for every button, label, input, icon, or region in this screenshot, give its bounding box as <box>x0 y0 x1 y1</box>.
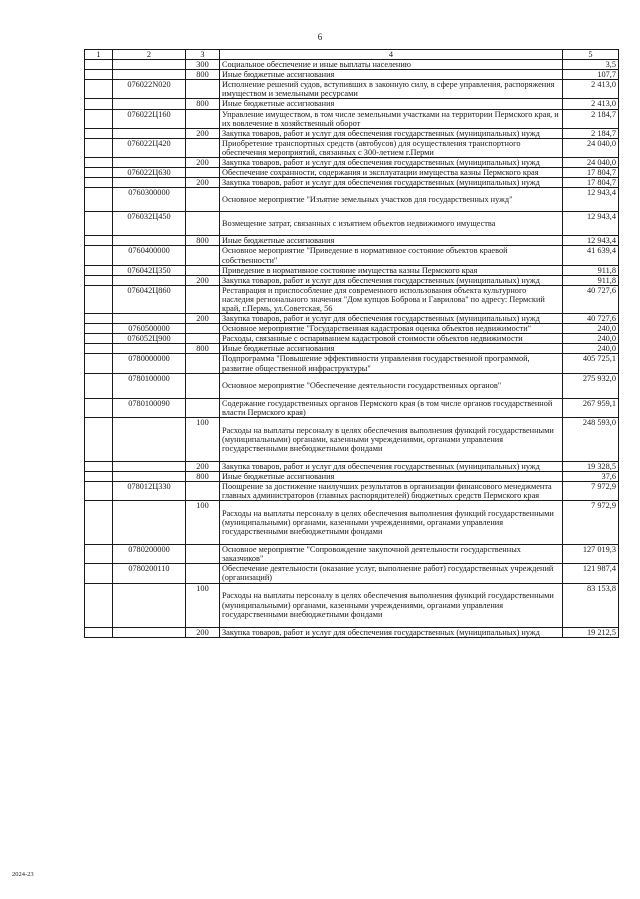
table-row <box>85 627 619 637</box>
cell-expense-type <box>186 324 220 334</box>
cell-expense-type <box>186 109 220 128</box>
cell-expense-type: 200 <box>186 314 220 324</box>
cell-section <box>85 627 113 637</box>
cell-amount: 83 153,8 <box>563 583 619 627</box>
cell-target-code: 078012Ц330 <box>113 482 186 501</box>
cell-section <box>85 461 113 471</box>
cell-section <box>85 99 113 109</box>
cell-amount: 248 593,0 <box>563 417 619 461</box>
cell-expense-type: 200 <box>186 627 220 637</box>
cell-description: Поощрение за достижение наилучших результатов в организации финансового менеджмента главных администраторов (главных распорядителей) бюджетных средств Пермского края <box>220 482 563 501</box>
cell-amount: 40 727,6 <box>563 314 619 324</box>
cell-section <box>85 80 113 99</box>
cell-section <box>85 545 113 564</box>
cell-target-code <box>113 314 186 324</box>
cell-target-code: 0780200000 <box>113 545 186 564</box>
cell-section <box>85 212 113 236</box>
cell-expense-type <box>186 564 220 583</box>
cell-target-code <box>113 417 186 461</box>
header-row <box>85 50 619 60</box>
cell-target-code: 076032Ц450 <box>113 212 186 236</box>
cell-description: Подпрограмма "Повышение эффективности управления государственной программой, развитие общественной инфраструктуры" <box>220 354 563 373</box>
cell-section <box>85 168 113 178</box>
header-col-1: 1 <box>85 50 113 60</box>
table-row <box>85 188 619 212</box>
cell-description: Обеспечение сохранности, содержания и эксплуатации имущества казны Пермского края <box>220 168 563 178</box>
cell-description: Основное мероприятие "Государственная кадастровая оценка объектов недвижимости" <box>220 324 563 334</box>
cell-section <box>85 398 113 417</box>
cell-description: Исполнение решений судов, вступивших в законную силу, в сфере управления, распоряжения имуществом и земельными ресурсами <box>220 80 563 99</box>
cell-description: Расходы на выплаты персоналу в целях обеспечения выполнения функций государственными (муниципальными) органами, казенными учреждениями, органами управления государственными внебюджетными фондами <box>220 583 563 627</box>
cell-target-code <box>113 344 186 354</box>
table-row <box>85 344 619 354</box>
cell-amount: 911,8 <box>563 275 619 285</box>
table-row <box>85 373 619 398</box>
table-row <box>85 334 619 344</box>
cell-description: Закупка товаров, работ и услуг для обеспечения государственных (муниципальных) нужд <box>220 275 563 285</box>
table-row <box>85 138 619 157</box>
table-row <box>85 285 619 313</box>
cell-amount: 267 959,1 <box>563 398 619 417</box>
cell-target-code <box>113 158 186 168</box>
table-row <box>85 482 619 501</box>
cell-section <box>85 334 113 344</box>
cell-section <box>85 482 113 501</box>
cell-description: Основное мероприятие "Изъятие земельных участков для государственных нужд" <box>220 188 563 212</box>
cell-description: Реставрация и приспособление для современного использования объекта культурного наследия регионального значения "Дом купцов Боброва и Гаврилова" по адресу: Пермский край, г.Пермь, ул.Советская, 56 <box>220 285 563 313</box>
header-col-4: 4 <box>220 50 563 60</box>
header-col-5: 5 <box>563 50 619 60</box>
cell-expense-type: 100 <box>186 501 220 545</box>
cell-description: Управление имуществом, в том числе земельными участками на территории Пермского края, и их вовлечение в хозяйственный оборот <box>220 109 563 128</box>
cell-expense-type: 100 <box>186 583 220 627</box>
table-row <box>85 80 619 99</box>
cell-amount: 19 328,5 <box>563 461 619 471</box>
cell-section <box>85 70 113 80</box>
cell-expense-type: 200 <box>186 178 220 188</box>
cell-section <box>85 236 113 246</box>
cell-expense-type <box>186 246 220 265</box>
table-row <box>85 128 619 138</box>
table-row <box>85 314 619 324</box>
cell-amount: 240,0 <box>563 334 619 344</box>
cell-expense-type <box>186 545 220 564</box>
cell-expense-type <box>186 80 220 99</box>
cell-target-code: 0760300000 <box>113 188 186 212</box>
cell-target-code <box>113 501 186 545</box>
cell-amount: 17 804,7 <box>563 168 619 178</box>
cell-amount: 240,0 <box>563 324 619 334</box>
table-row <box>85 461 619 471</box>
cell-expense-type: 800 <box>186 471 220 481</box>
cell-target-code: 076052Ц900 <box>113 334 186 344</box>
cell-target-code: 0780000000 <box>113 354 186 373</box>
cell-amount: 2 184,7 <box>563 109 619 128</box>
table-row <box>85 324 619 334</box>
cell-amount: 121 987,4 <box>563 564 619 583</box>
header-col-2: 2 <box>113 50 186 60</box>
table-row <box>85 501 619 545</box>
table-row <box>85 109 619 128</box>
cell-expense-type: 200 <box>186 158 220 168</box>
cell-description: Возмещение затрат, связанных с изъятием объектов недвижимого имущества <box>220 212 563 236</box>
cell-amount: 24 040,0 <box>563 158 619 168</box>
cell-section <box>85 373 113 398</box>
cell-expense-type: 300 <box>186 60 220 70</box>
cell-expense-type <box>186 373 220 398</box>
cell-amount: 2 413,0 <box>563 80 619 99</box>
cell-expense-type: 800 <box>186 70 220 80</box>
cell-target-code: 076042Ц350 <box>113 265 186 275</box>
table-row <box>85 60 619 70</box>
cell-section <box>85 417 113 461</box>
footer-text: 2024-23 <box>12 871 34 878</box>
table-row <box>85 212 619 236</box>
cell-section <box>85 178 113 188</box>
header-col-3: 3 <box>186 50 220 60</box>
cell-description: Иные бюджетные ассигнования <box>220 344 563 354</box>
cell-expense-type <box>186 138 220 157</box>
cell-expense-type <box>186 285 220 313</box>
cell-section <box>85 501 113 545</box>
cell-section <box>85 109 113 128</box>
table-row <box>85 265 619 275</box>
table-row <box>85 236 619 246</box>
cell-amount: 240,0 <box>563 344 619 354</box>
table-row <box>85 178 619 188</box>
cell-section <box>85 354 113 373</box>
budget-table <box>84 49 619 638</box>
cell-description: Расходы на выплаты персоналу в целях обеспечения выполнения функций государственными (муниципальными) органами, казенными учреждениями, органами управления государственными внебюджетными фондами <box>220 501 563 545</box>
table-body <box>85 60 619 638</box>
cell-description: Иные бюджетные ассигнования <box>220 70 563 80</box>
cell-section <box>85 188 113 212</box>
cell-section <box>85 583 113 627</box>
table-row <box>85 275 619 285</box>
table-row <box>85 168 619 178</box>
cell-amount: 41 639,4 <box>563 246 619 265</box>
cell-target-code: 0760400000 <box>113 246 186 265</box>
cell-target-code <box>113 236 186 246</box>
cell-section <box>85 471 113 481</box>
cell-section <box>85 324 113 334</box>
cell-target-code: 076022N020 <box>113 80 186 99</box>
cell-section <box>85 246 113 265</box>
table-row <box>85 471 619 481</box>
cell-target-code: 0780100000 <box>113 373 186 398</box>
cell-amount: 7 972,9 <box>563 482 619 501</box>
cell-expense-type <box>186 188 220 212</box>
cell-description: Закупка товаров, работ и услуг для обеспечения государственных (муниципальных) нужд <box>220 178 563 188</box>
table-row <box>85 99 619 109</box>
cell-section <box>85 275 113 285</box>
table-row <box>85 545 619 564</box>
cell-expense-type <box>186 482 220 501</box>
cell-section <box>85 265 113 275</box>
cell-target-code <box>113 60 186 70</box>
cell-expense-type: 200 <box>186 461 220 471</box>
cell-description: Закупка товаров, работ и услуг для обеспечения государственных (муниципальных) нужд <box>220 627 563 637</box>
cell-description: Закупка товаров, работ и услуг для обеспечения государственных (муниципальных) нужд <box>220 461 563 471</box>
cell-description: Обеспечение деятельности (оказание услуг, выполнение работ) государственных учреждений (организаций) <box>220 564 563 583</box>
page-number: 6 <box>317 32 323 42</box>
table-row <box>85 354 619 373</box>
cell-description: Основное мероприятие "Сопровождение закупочной деятельности государственных заказчиков" <box>220 545 563 564</box>
cell-section <box>85 158 113 168</box>
cell-description: Иные бюджетные ассигнования <box>220 236 563 246</box>
cell-amount: 17 804,7 <box>563 178 619 188</box>
cell-amount: 127 019,3 <box>563 545 619 564</box>
table-row <box>85 417 619 461</box>
cell-amount: 275 932,0 <box>563 373 619 398</box>
cell-target-code <box>113 471 186 481</box>
cell-amount: 405 725,1 <box>563 354 619 373</box>
cell-expense-type <box>186 168 220 178</box>
cell-target-code: 076022Ц160 <box>113 109 186 128</box>
cell-expense-type: 800 <box>186 344 220 354</box>
table-row <box>85 564 619 583</box>
cell-description: Основное мероприятие "Приведение в нормативное состояние объектов краевой собственности" <box>220 246 563 265</box>
cell-description: Закупка товаров, работ и услуг для обеспечения государственных (муниципальных) нужд <box>220 128 563 138</box>
cell-target-code: 076022Ц630 <box>113 168 186 178</box>
cell-target-code <box>113 128 186 138</box>
cell-target-code <box>113 627 186 637</box>
cell-amount: 2 413,0 <box>563 99 619 109</box>
cell-section <box>85 344 113 354</box>
cell-description: Иные бюджетные ассигнования <box>220 471 563 481</box>
cell-description: Иные бюджетные ассигнования <box>220 99 563 109</box>
cell-amount: 107,7 <box>563 70 619 80</box>
cell-expense-type: 800 <box>186 99 220 109</box>
cell-expense-type: 100 <box>186 417 220 461</box>
cell-amount: 12 943,4 <box>563 188 619 212</box>
cell-amount: 3,5 <box>563 60 619 70</box>
cell-expense-type <box>186 398 220 417</box>
cell-expense-type <box>186 265 220 275</box>
cell-amount: 911,8 <box>563 265 619 275</box>
cell-amount: 7 972,9 <box>563 501 619 545</box>
cell-target-code <box>113 99 186 109</box>
cell-target-code: 0760500000 <box>113 324 186 334</box>
cell-section <box>85 564 113 583</box>
cell-target-code <box>113 275 186 285</box>
cell-target-code <box>113 461 186 471</box>
cell-section <box>85 128 113 138</box>
cell-section <box>85 285 113 313</box>
cell-description: Приведение в нормативное состояние имущества казны Пермского края <box>220 265 563 275</box>
cell-amount: 2 184,7 <box>563 128 619 138</box>
cell-expense-type <box>186 334 220 344</box>
cell-section <box>85 314 113 324</box>
cell-amount: 19 212,5 <box>563 627 619 637</box>
cell-expense-type: 800 <box>186 236 220 246</box>
cell-target-code: 076042Ц860 <box>113 285 186 313</box>
cell-target-code: 0780100090 <box>113 398 186 417</box>
cell-description: Закупка товаров, работ и услуг для обеспечения государственных (муниципальных) нужд <box>220 314 563 324</box>
cell-section <box>85 138 113 157</box>
cell-description: Расходы, связанные с оспариванием кадастровой стоимости объектов недвижимости <box>220 334 563 344</box>
table-row <box>85 158 619 168</box>
cell-section <box>85 60 113 70</box>
cell-expense-type <box>186 212 220 236</box>
cell-target-code <box>113 178 186 188</box>
cell-description: Приобретение транспортных средств (автобусов) для осуществления транспортного обеспечения мероприятий, связанных с 300-летием г.Перми <box>220 138 563 157</box>
cell-description: Социальное обеспечение и иные выплаты населению <box>220 60 563 70</box>
cell-amount: 24 040,0 <box>563 138 619 157</box>
cell-description: Закупка товаров, работ и услуг для обеспечения государственных (муниципальных) нужд <box>220 158 563 168</box>
cell-amount: 12 943,4 <box>563 212 619 236</box>
cell-expense-type: 200 <box>186 128 220 138</box>
table-row <box>85 583 619 627</box>
table-row <box>85 246 619 265</box>
cell-description: Содержание государственных органов Пермского края (в том числе органов государственной власти Пермского края) <box>220 398 563 417</box>
table-row <box>85 70 619 80</box>
cell-target-code <box>113 70 186 80</box>
cell-amount: 40 727,6 <box>563 285 619 313</box>
cell-description: Основное мероприятие "Обеспечение деятельности государственных органов" <box>220 373 563 398</box>
cell-target-code: 0780200110 <box>113 564 186 583</box>
cell-target-code <box>113 583 186 627</box>
cell-amount: 12 943,4 <box>563 236 619 246</box>
cell-amount: 37,6 <box>563 471 619 481</box>
cell-description: Расходы на выплаты персоналу в целях обеспечения выполнения функций государственными (муниципальными) органами, казенными учреждениями, органами управления государственными внебюджетными фондами <box>220 417 563 461</box>
cell-target-code: 076022Ц420 <box>113 138 186 157</box>
cell-expense-type: 200 <box>186 275 220 285</box>
cell-expense-type <box>186 354 220 373</box>
table-row <box>85 398 619 417</box>
